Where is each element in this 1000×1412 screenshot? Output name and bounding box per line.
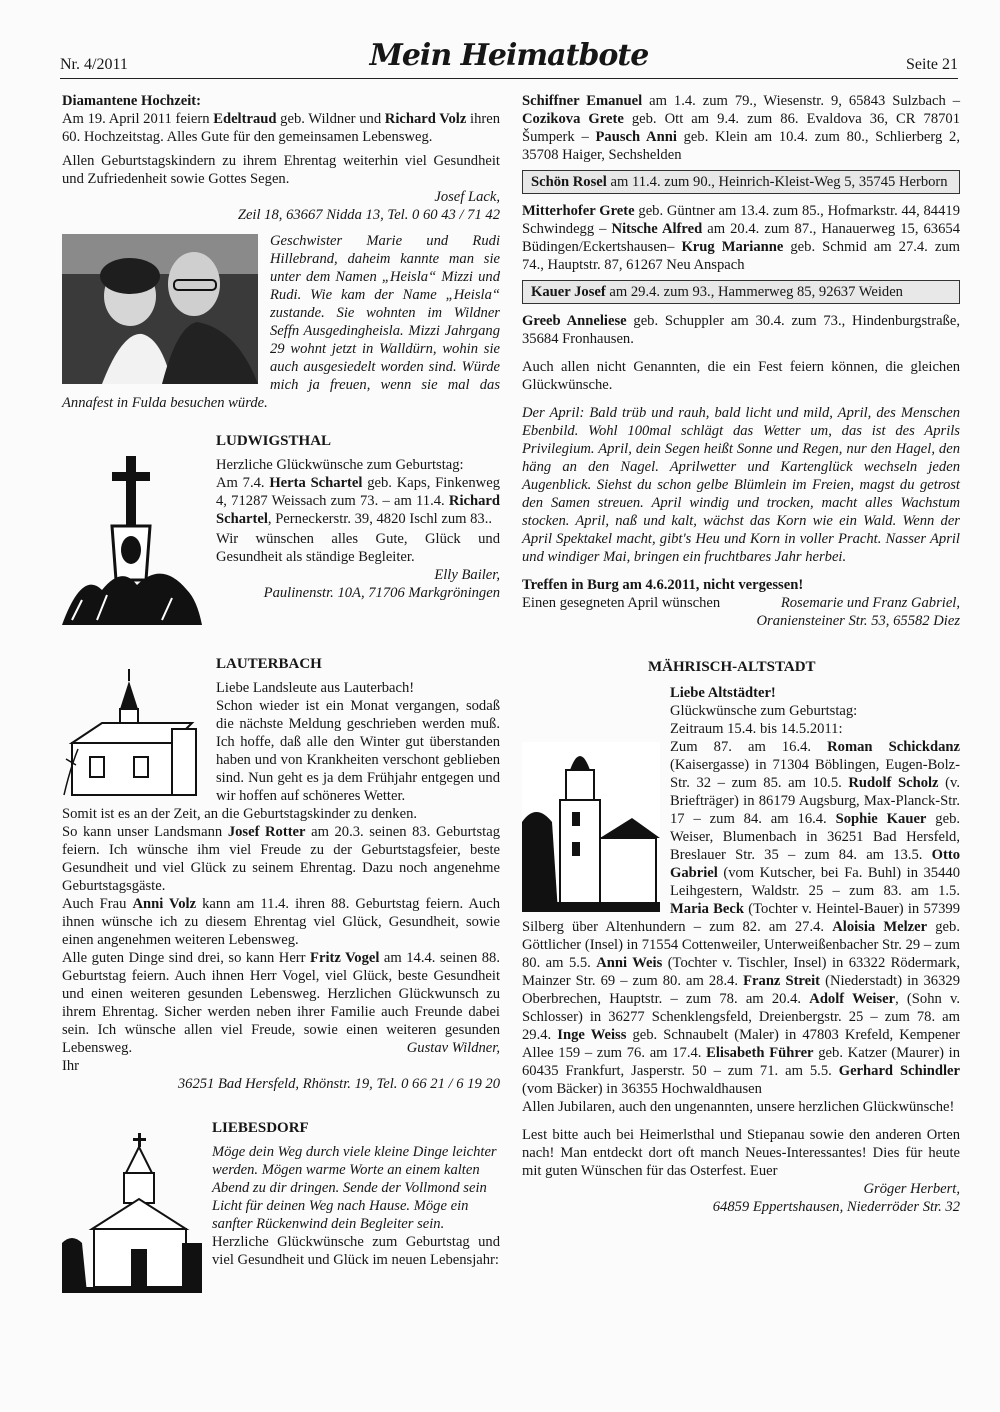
section-title-liebesdorf: LIEBESDORF [212, 1120, 309, 1136]
birthday-list-2: Mitterhofer Grete geb. Güntner am 13.4. zum 85., Hofmarkstr. 44, 84419 Schwindegg – Nitsche Alfred am 20.4. zum 87., Hanauerweg 15, 63654 Büdingen/Eckertshausen– Krug Marianne geb. Schmid am 27.4. zum 74., Hauptstr. 87, 61267 Neu Anspach [522, 203, 960, 273]
lauterbach-p5: Auch Frau Anni Volz kann am 11.4. ihren 88. Geburtstag feiern. Auch ihnen wünsche ich zu diesem Ehrentag viel Glück, Gesundheit, sowie einen angenehmen weiteren Lebensweg. [62, 896, 500, 948]
page-number: Seite 21 [906, 56, 958, 73]
altstadt-birthday-list: Zum 87. am 16.4. Roman Schickdanz (Kaisergasse) in 71304 Böblingen, Eugen-Bolz-Str. 32 – zum 85. am 10.5. Rudolf Scholz (v. Briefträger) in 86179 Augsburg, Max-Planck-Str. 17 – zum 84. am 16.4. Sophie Kauer geb. Weiser, Blumenbach in 36251 Bad Hersfeld, Breslauer Str. 35 – zum 84. am 13.5. Otto Gabriel (vom Kutscher, bei Fa. Buhl) in 35440 Leihgestern, Waldstr. 25 – zum 83. am 1.5. Maria Beck (Tochter v. Heintel-Bauer) in 57399 Silberg über Altenhundern – zum 82. am 27.4. Aloisia Melzer geb. Göttlicher (Insel) in 71554 Cottenweiler, Unterweißenbacher Str. 29 – zum 80. am 5.5. Anni Weis (Tochter v. Tischler, Insel) in 63322 Rödermark, Mainzer Str. 69 – zum 80. am 28.4. Franz Streit (Niederstadt) in 36329 Oberbrechen, Hauptstr. – zum 78. am 20.4. Adolf Weiser, (Sohn v. Schlosser) in 36277 Schenklengsfeld, Dreienbergstr. 25 – zum 78. am 29.4. Inge Weiss geb. Schnaubelt (Maler) in 47803 Krefeld, Kempener Allee 159 – zum 76. am 17.4. Elisabeth Führer geb. Katzer (Maurer) in 60435 Frankfurt, Jasperstr. 50 – zum 71. am 5.5. Gerhard Schindler (vom Bäcker) in 36355 Hochwaldhausen [522, 739, 961, 1097]
april-wishes-address: Oraniensteiner Str. 53, 65582 Diez [756, 613, 960, 629]
page-header [60, 38, 958, 80]
left-column [62, 92, 500, 1293]
altstadt-intro: Glückwünsche zum Geburtstag: [670, 703, 858, 719]
church-liebesdorf-icon [62, 1133, 202, 1293]
greeting-paragraph: Allen Geburtstagskindern zu ihrem Ehrentag weiterhin viel Gesundheit und Zufriedenheit sowie Gottes Segen. [62, 153, 500, 187]
birthday-list-3: Greeb Anneliese geb. Schuppler am 30.4. zum 73., Hindenburgstraße, 35684 Fronhausen. [522, 313, 960, 347]
altstadt-signature: Gröger Herbert, [863, 1181, 960, 1197]
section-title-maehrisch-altstadt: MÄHRISCH-ALTSTADT [648, 659, 816, 675]
ludwigsthal-intro: Herzliche Glückwünsche zum Geburtstag: [216, 457, 464, 473]
altstadt-greeting: Liebe Altstädter! [670, 685, 776, 701]
altstadt-closing: Lest bitte auch bei Heimerlsthal und Stiepanau sowie den anderen Orten nach! Man entdeckt dort oft manch Neues-Interessantes! Dies für heute mit guten Wünschen für das Osterfest. Euer [522, 1127, 960, 1179]
chapel-lauterbach-icon [62, 669, 202, 799]
signature-name: Josef Lack, [434, 189, 500, 205]
section-title-ludwigsthal: LUDWIGSTHAL [216, 433, 332, 449]
highlight-box-1: Schön Rosel am 11.4. zum 90., Heinrich-Kleist-Weg 5, 35745 Herborn [522, 170, 960, 194]
lauterbach-p6: Alle guten Dinge sind drei, so kann Herr Fritz Vogel am 14.4. seinen 88. Geburtstag feiern. Auch ihnen Herr Vogel, viel Glück, beste Gesundheit und einen weiteren gesunden Lebensweg. Herzlichen Glückwunsch zu ihrem Ehrentag. Sicher werden neben ihrer Familie auch Freunde dabei sein. Ich wünsche allen viel Freude, sowie einen weiteren gesunden Lebensweg. [62, 950, 500, 1056]
lauterbach-closing: Ihr Gustav Wildner, [62, 1040, 500, 1074]
liebesdorf-wishes: Herzliche Glückwünsche zum Geburtstag und viel Gesundheit und Glück im neuen Lebensjahr: [212, 1234, 500, 1268]
right-column [522, 92, 960, 1216]
altstadt-all-wishes: Allen Jubilaren, auch den ungenannten, unsere herzlichen Glückwünsche! [522, 1099, 955, 1115]
section-title-lauterbach: LAUTERBACH [216, 656, 322, 672]
lauterbach-p3: Somit ist es an der Zeit, an die Geburtstagskinder zu denken. [62, 806, 418, 822]
couple-photo [62, 234, 258, 384]
altstadt-address: 64859 Eppertshausen, Niederröder Str. 32 [712, 1199, 960, 1215]
april-wishes: Einen gesegneten April wünschen Rosemarie und Franz Gabriel, [522, 595, 960, 611]
issue-number: Nr. 4/2011 [60, 56, 128, 73]
ludwigsthal-wishes: Wir wünschen alles Gute, Glück und Gesundheit als ständige Begleiter. [216, 531, 500, 565]
april-poem: Der April: Bald trüb und rauh, bald licht und mild, April, des Menschen Ebenbild. Wohl 100mal schlägt das Wetter um, das ist des Aprils Privilegium. April, dein Segen heißt Sonne und Regen, nur den Hagel, den häng an den Nagel. Aprilwetter und Kartenglück wechseln jeden Augenblick. Siehst du schon gelbe Blümlein im Freien, magst du getrost den Samen streuen. April windig und trocken, macht alles Wachstum stocken. April, naß und kalt, wächst das Korn wie ein Wald. Wenn der April Spektakel macht, gibt's Heu und Korn in voller Pracht. Nasser April und windiger Mai, bringen ein fruchtbares Jahr herbei. [522, 405, 960, 565]
meeting-note: Treffen in Burg am 4.6.2011, nicht vergessen! [522, 577, 804, 593]
ludwigsthal-signature: Elly Bailer, [434, 567, 500, 583]
liebesdorf-poem: Möge dein Weg durch viele kleine Dinge leichter werden. Mögen warme Worte an einem kalten Abend zu dir dringen. Sende der Vollmond sein Licht für deinen Weg nach Hause. Möge ein sanfter Rückenwind dein Begleiter sein. [212, 1144, 497, 1232]
lauterbach-intro: Schon wieder ist ein Monat vergangen, sodaß die nächste Meldung geschrieben werden muß. Ich hoffe, daß alle den Winter gut überstanden haben und von Krankheiten verschont geblieben sind. Nun geht es ja dem Frühjahr entgegen und wir hoffen auf schöneres Wetter. [216, 698, 500, 804]
wayside-cross-icon [62, 450, 202, 625]
photo-caption: Geschwister Marie und Rudi Hillebrand, daheim kannte man sie unter dem Namen „Heisla“ Mizzi und Rudi. Wie kam der Name „Heisla“ zustande. Sie wohnten im Wildner Seffn Ausgedingheisla. Mizzi Jahrgang 29 wohnt jetzt in Walldürn, wohin sie auch ausgesiedelt worden sind. Würde mich ja freuen, wenn sie mal das Annafest in Fulda besuchen würde. [62, 233, 500, 411]
masthead-title: Mein Heimatbote [369, 38, 649, 73]
diamond-wedding: Diamantene Hochzeit: Am 19. April 2011 feiern Edeltraud geb. Wildner und Richard Volz ihren 60. Hochzeitstag. Alles Gute für den gemeinsamen Lebensweg. [62, 93, 500, 145]
birthday-list-1: Schiffner Emanuel am 1.4. zum 79., Wiesenstr. 9, 65843 Sulzbach – Cozikova Grete geb. Ott am 9.4. zum 86. Evaldova 36, CR 78701 Šumperk – Pausch Anni geb. Klein am 10.4. zum 80., Schlierberg 2, 35708 Haiger, Sechshelden [522, 93, 961, 163]
lauterbach-p4: So kann unser Landsmann Josef Rotter am 20.3. seinen 83. Geburtstag feiern. Ich wünsche ihm viel Freude zu der Geburtstagsfeier, beste Gesundheit und viel Glück zu seinem Ehrentag. Dazu noch angenehme Geburtstagsgäste. [62, 824, 500, 894]
altstadt-period: Zeitraum 15.4. bis 14.5.2011: [670, 721, 843, 737]
town-church-icon [522, 742, 660, 912]
signature-address: Zeil 18, 63667 Nidda 13, Tel. 0 60 43 / 71 42 [237, 207, 500, 223]
lauterbach-greeting: Liebe Landsleute aus Lauterbach! [216, 680, 415, 696]
ludwigsthal-address: Paulinenstr. 10A, 71706 Markgröningen [263, 585, 500, 601]
lauterbach-address: 36251 Bad Hersfeld, Rhönstr. 19, Tel. 0 66 21 / 6 19 20 [177, 1076, 500, 1092]
ludwigsthal-birthdays: Am 7.4. Herta Schartel geb. Kaps, Finkenweg 4, 71287 Weissach zum 73. – am 11.4. Richard Schartel, Perneckerstr. 39, 4820 Ischl zum 83.. [216, 475, 500, 527]
lauterbach-signature: Gustav Wildner, [406, 1040, 500, 1056]
header-rule [60, 78, 958, 79]
all-wishes: Auch allen nicht Genannten, die ein Fest feiern können, die gleichen Glückwünsche. [522, 359, 960, 393]
highlight-box-2: Kauer Josef am 29.4. zum 93., Hammerweg 85, 92637 Weiden [522, 280, 960, 304]
